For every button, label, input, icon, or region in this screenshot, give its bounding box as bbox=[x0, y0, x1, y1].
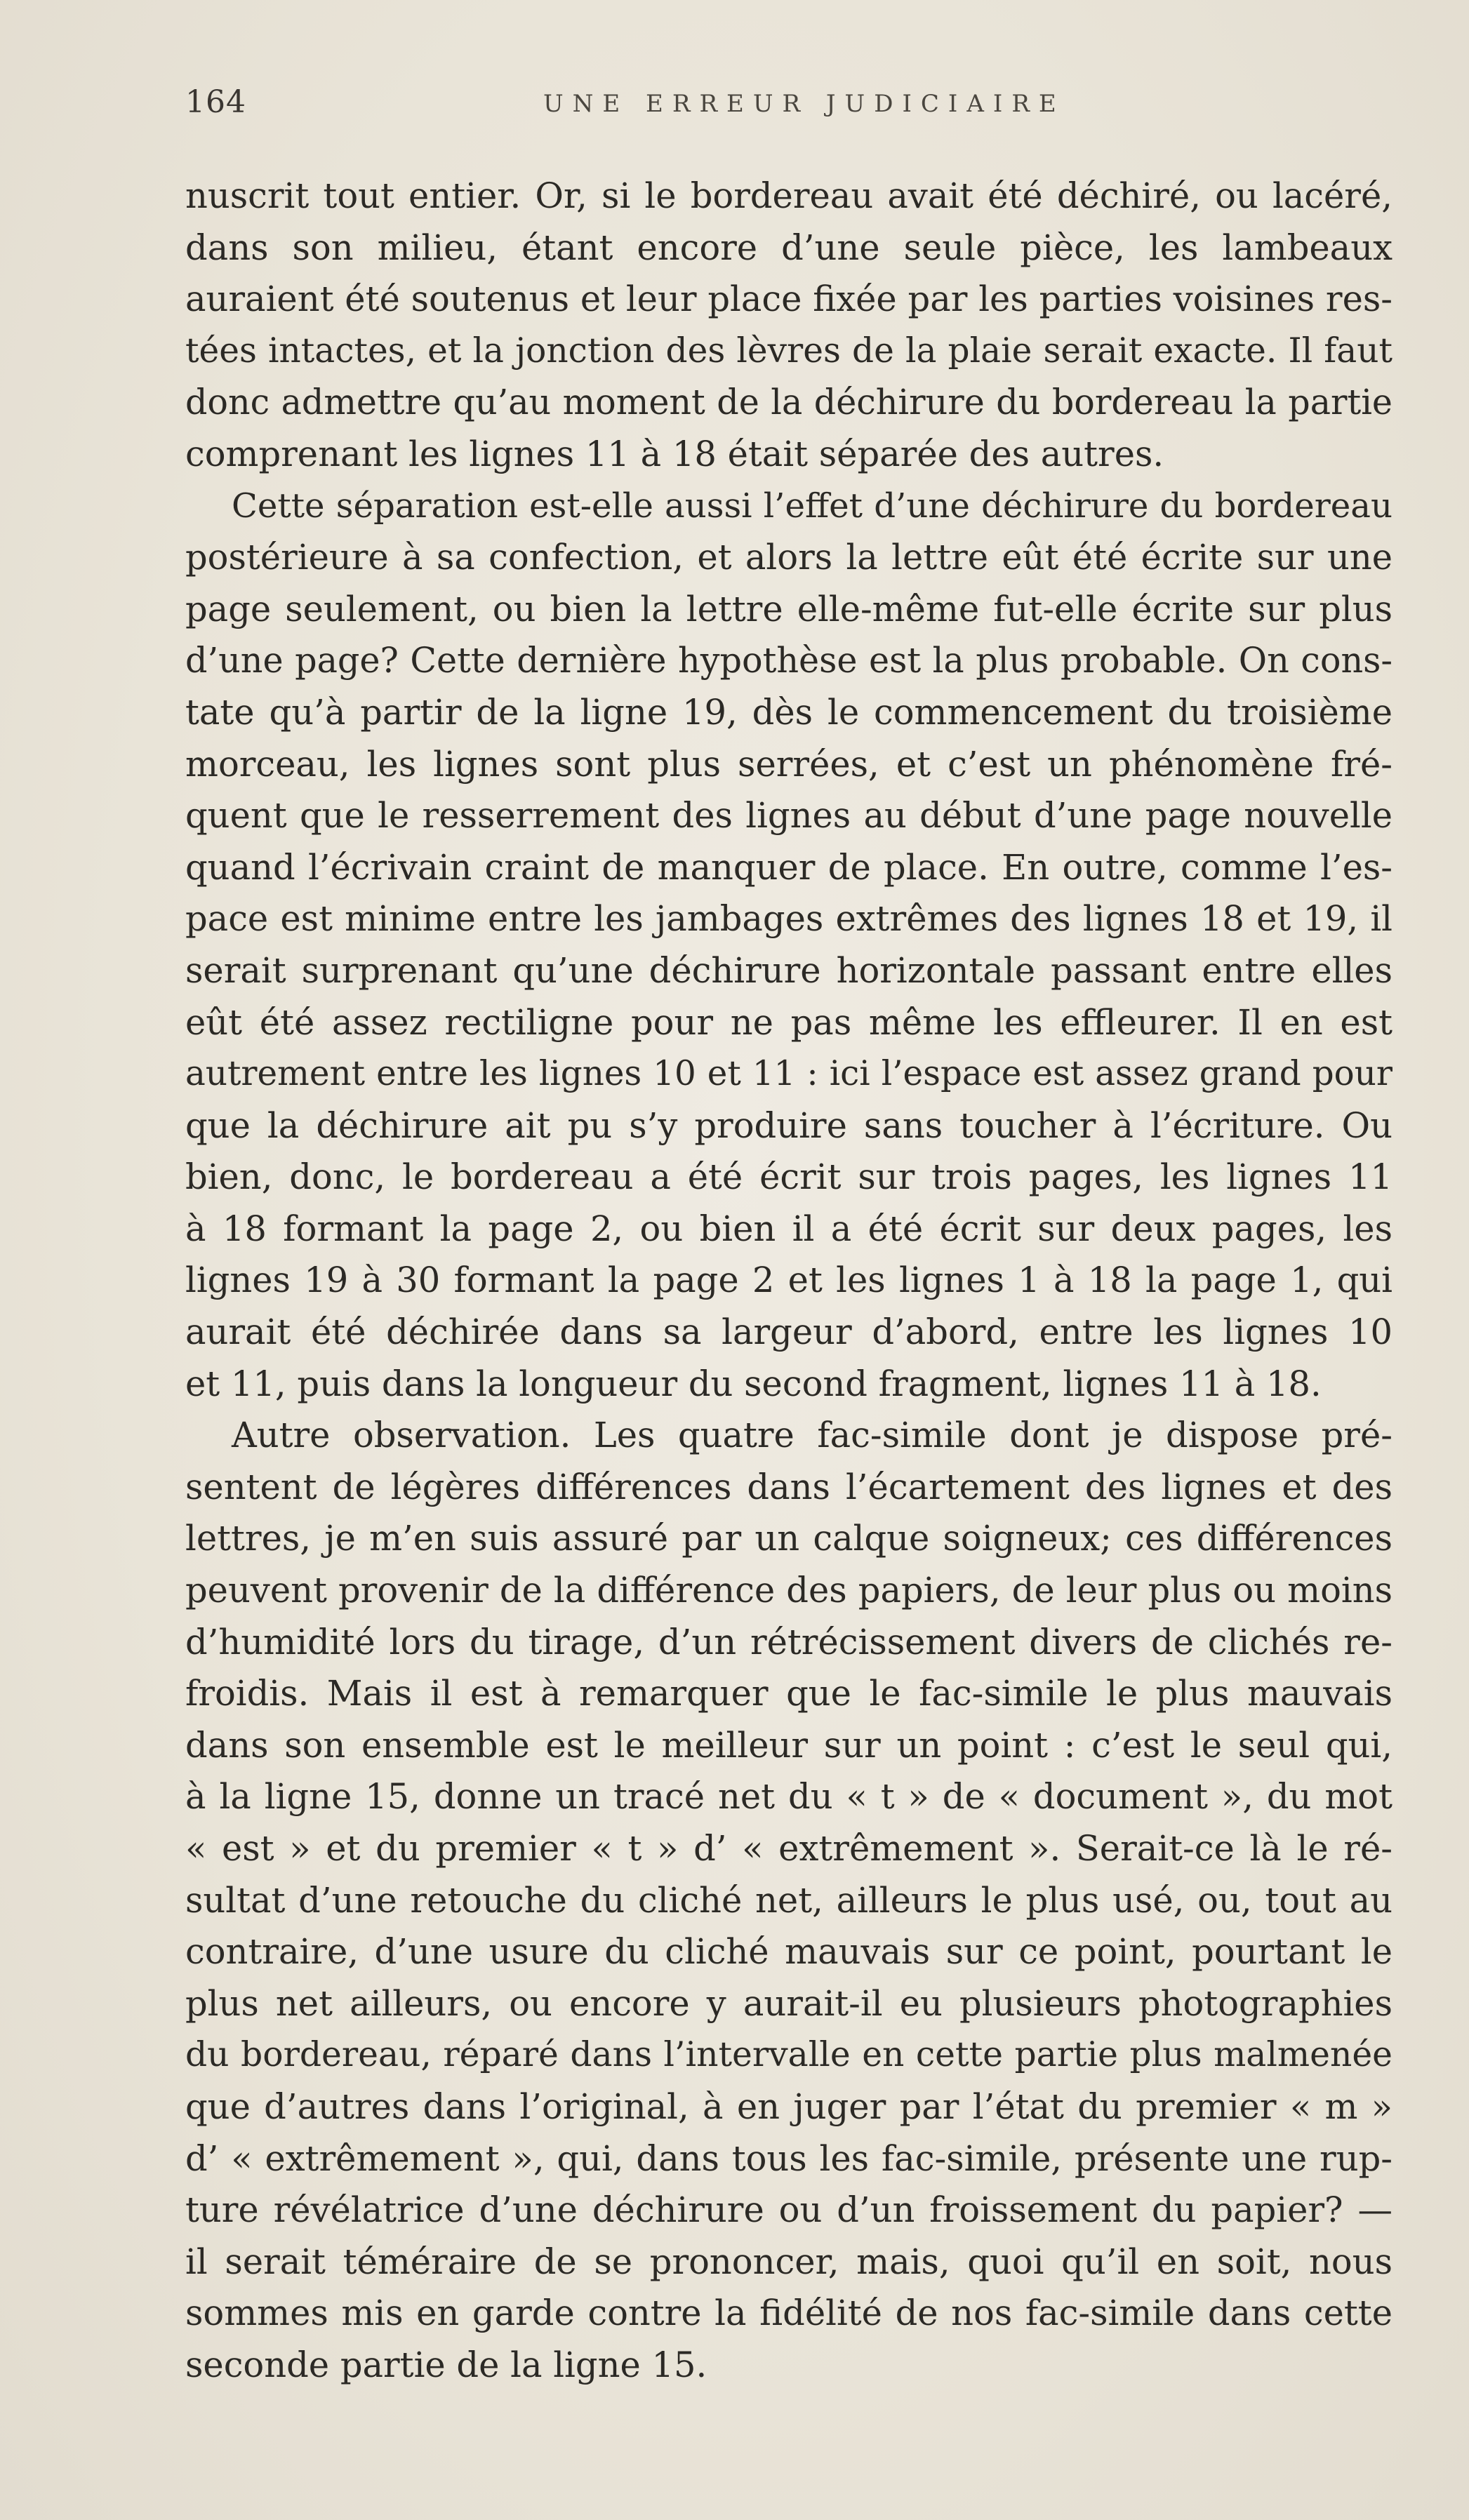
text-line: dans son milieu, étant encore d’une seule pièce, les lambeaux bbox=[185, 227, 1392, 268]
text-line: d’humidité lors du tirage, d’un rétrécissement divers de clichés re- bbox=[185, 1621, 1392, 1662]
text-line: que la déchirure ait pu s’y produire sans toucher à l’écriture. Ou bbox=[185, 1105, 1392, 1146]
text-line: dans son ensemble est le meilleur sur un point : c’est le seul qui, bbox=[185, 1724, 1392, 1766]
text-line: auraient été soutenus et leur place fixée par les parties voisines res- bbox=[185, 279, 1392, 320]
text-line: Autre observation. Les quatre fac-simile dont je dispose pré- bbox=[232, 1415, 1392, 1456]
text-line: peuvent provenir de la différence des papiers, de leur plus ou moins bbox=[185, 1570, 1392, 1611]
text-line: tate qu’à partir de la ligne 19, dès le commencement du troisième bbox=[185, 691, 1392, 733]
text-line: page seulement, ou bien la lettre elle-même fut-elle écrite sur plus bbox=[185, 588, 1392, 629]
running-title: UNE ERREUR JUDICIAIRE bbox=[543, 90, 1065, 118]
text-line: donc admettre qu’au moment de la déchirure du bordereau la partie bbox=[185, 382, 1392, 423]
text-line: nuscrit tout entier. Or, si le bordereau avait été déchiré, ou lacéré, bbox=[185, 175, 1392, 216]
text-line: il serait téméraire de se prononcer, mais, quoi qu’il en soit, nous bbox=[185, 2241, 1392, 2282]
text-line: quent que le resserrement des lignes au début d’une page nouvelle bbox=[185, 795, 1392, 836]
page-header bbox=[185, 84, 1392, 140]
text-line: serait surprenant qu’une déchirure horizontale passant entre elles bbox=[185, 949, 1392, 991]
text-line: quand l’écrivain craint de manquer de place. En outre, comme l’es- bbox=[185, 846, 1392, 888]
text-line: bien, donc, le bordereau a été écrit sur trois pages, les lignes 11 bbox=[185, 1156, 1392, 1198]
text-line: d’une page? Cette dernière hypothèse est la plus probable. On cons- bbox=[185, 640, 1392, 681]
body-text bbox=[185, 171, 1392, 2392]
text-line: à la ligne 15, donne un tracé net du « t » de « document », du mot bbox=[185, 1776, 1392, 1818]
text-line: que d’autres dans l’original, à en juger par l’état du premier « m » bbox=[185, 2086, 1392, 2127]
text-line: eût été assez rectiligne pour ne pas même les effleurer. Il en est bbox=[185, 1001, 1392, 1043]
text-line: postérieure à sa confection, et alors la lettre eût été écrite sur une bbox=[185, 537, 1392, 578]
text-line: morceau, les lignes sont plus serrées, et c’est un phénomène fré- bbox=[185, 743, 1392, 785]
text-line: seconde partie de la ligne 15. bbox=[185, 2344, 707, 2385]
paragraph-2 bbox=[185, 481, 1392, 1411]
text-line: aurait été déchirée dans sa largeur d’abord, entre les lignes 10 bbox=[185, 1312, 1392, 1353]
text-line: du bordereau, réparé dans l’intervalle en cette partie plus malmenée bbox=[185, 2035, 1392, 2075]
text-line: d’ « extrêmement », qui, dans tous les fac-simile, présente une rup- bbox=[185, 2138, 1392, 2179]
text-line: pace est minime entre les jambages extrêmes des lignes 18 et 19, il bbox=[185, 898, 1392, 940]
text-line: « est » et du premier « t » d’ « extrêmement ». Serait-ce là le ré- bbox=[185, 1828, 1392, 1869]
paragraph-1 bbox=[185, 171, 1392, 481]
text-line: et 11, puis dans la longueur du second fragment, lignes 11 à 18. bbox=[185, 1363, 1322, 1404]
text-line: sommes mis en garde contre la fidélité de nos fac-simile dans cette bbox=[185, 2293, 1392, 2334]
text-line: tées intactes, et la jonction des lèvres de la plaie serait exacte. Il faut bbox=[185, 331, 1392, 371]
text-line: lignes 19 à 30 formant la page 2 et les lignes 1 à 18 la page 1, qui bbox=[185, 1260, 1392, 1301]
text-line: ture révélatrice d’une déchirure ou d’un froissement du papier? — bbox=[185, 2189, 1392, 2231]
text-line: sentent de légères différences dans l’écartement des lignes et des bbox=[185, 1466, 1392, 1507]
text-line: contraire, d’une usure du cliché mauvais sur ce point, pourtant le bbox=[185, 1931, 1392, 1973]
text-line: Cette séparation est-elle aussi l’effet d’une déchirure du bordereau bbox=[232, 486, 1392, 526]
text-line: à 18 formant la page 2, ou bien il a été écrit sur deux pages, les bbox=[185, 1208, 1392, 1249]
text-line: froidis. Mais il est à remarquer que le fac-simile le plus mauvais bbox=[185, 1673, 1392, 1714]
text-line: sultat d’une retouche du cliché net, ailleurs le plus usé, ou, tout au bbox=[185, 1879, 1392, 1921]
text-line: plus net ailleurs, ou encore y aurait-il eu plusieurs photographies bbox=[185, 1982, 1392, 2024]
paragraph-3 bbox=[185, 1410, 1392, 2391]
text-line: comprenant les lignes 11 à 18 était séparée des autres. bbox=[185, 433, 1164, 474]
page-number: 164 bbox=[185, 84, 246, 120]
text-line: autrement entre les lignes 10 et 11 : ici l’espace est assez grand pour bbox=[185, 1054, 1392, 1094]
text-line: lettres, je m’en suis assuré par un calque soigneux; ces différences bbox=[185, 1518, 1392, 1559]
